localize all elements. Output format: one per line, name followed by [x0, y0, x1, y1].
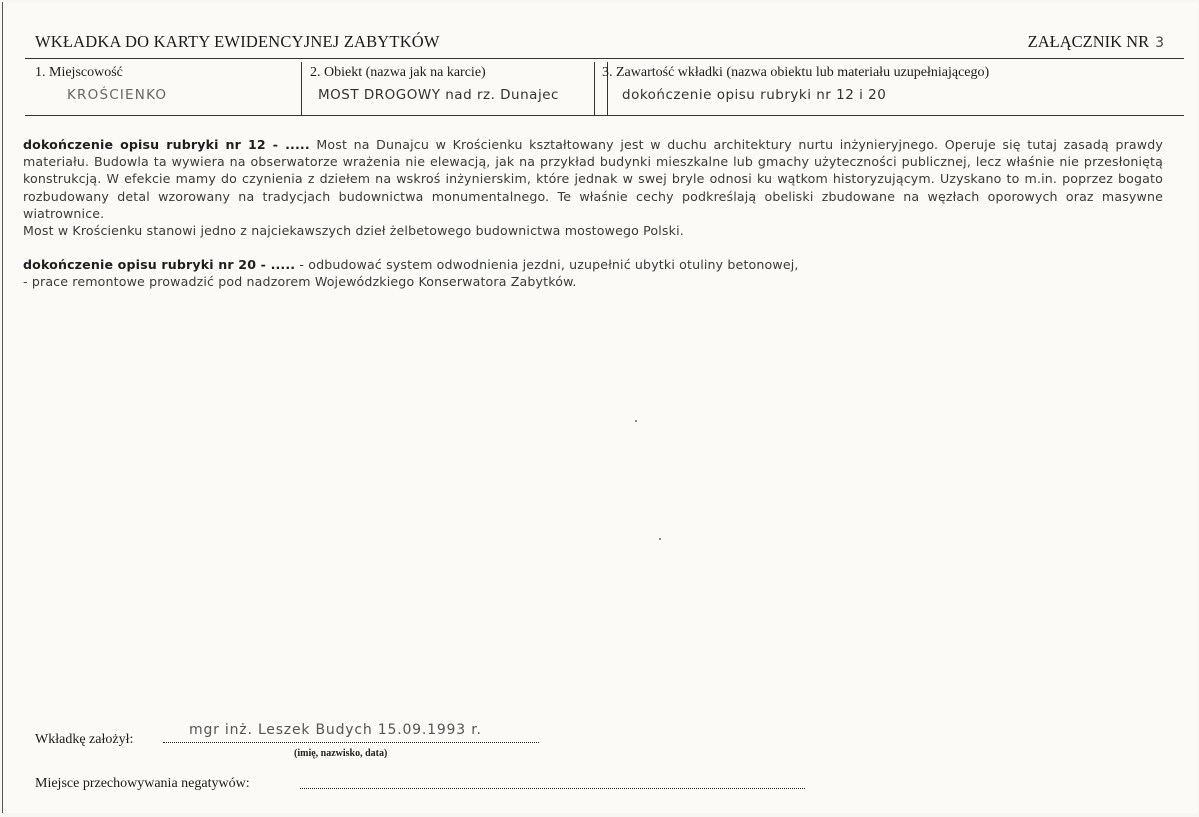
section-20-text: - odbudować system odwodnienia jezdni, uzupełnić ubytki otuliny betonowej,: [299, 257, 799, 273]
paper-speck: [635, 420, 637, 422]
section-12-closing: Most w Krościenku stanowi jedno z najciekawszych dzieł żelbetowego budownictwa mostowego Polski.: [23, 223, 684, 239]
created-by-value: mgr inż. Leszek Budych 15.09.1993 r.: [189, 722, 482, 738]
created-by-label: Wkładkę założył:: [35, 732, 134, 747]
column-divider: [594, 62, 595, 115]
negatives-location-line: [300, 788, 805, 789]
column-divider: [301, 62, 302, 115]
annex-label: [1028, 32, 1164, 52]
field-contents-value: dokończenie opisu rubryki nr 12 i 20: [622, 87, 887, 103]
section-20-heading: dokończenie opisu rubryki nr 20 - .....: [23, 257, 296, 273]
card-title: WKŁADKA DO KARTY EWIDENCYJNEJ ZABYTKÓW: [35, 32, 440, 51]
field-locality-value: KROŚCIENKO: [67, 87, 168, 103]
paper-speck: [659, 538, 661, 540]
section-20-paragraph: [23, 256, 1163, 273]
field-object: [310, 65, 559, 103]
field-object-label: 2. Obiekt (nazwa jak na karcie): [310, 65, 486, 80]
annex-label-text: ZAŁĄCZNIK NR: [1027, 32, 1150, 51]
created-by-line: [163, 742, 539, 743]
section-12-text: Most na Dunajcu w Krościenku kształtowany jest w duchu architektury nurtu inżynieryjnego. Operuje się tutaj zasadą prawdy materiału. Budowla ta wywiera na obserwatorze wrażenia nie elewacją, jak na przykład budynki mieszkalne lub gmachy użyteczności publicznej, lecz właśnie nie przesłoniętą konstrukcją. W efekcie mamy do czynienia z dziełem na wskroś inżynierskim, które jednak w swej bryle odnosi ku wątkom historyzującym. Uzyskano to m.in. poprzez bogato rozbudowany detal wzorowany na tradycjach budownictwa monumentalnego. Te właśnie cechy podkreślają obeliski zbudowane na węzłach oporowych oraz masywne wiatrownice.: [23, 137, 1163, 221]
annex-number: 3: [1155, 35, 1164, 51]
field-locality-label: 1. Miejscowość: [35, 65, 123, 80]
header-rule-bottom: [25, 115, 1184, 116]
negatives-location-label: Miejsce przechowywania negatywów:: [35, 776, 250, 791]
created-by-hint: (imię, nazwisko, data): [294, 748, 388, 759]
field-contents: [602, 65, 989, 103]
field-locality: [35, 65, 167, 103]
inventory-card-insert: [2, 2, 1198, 813]
section-12-heading: dokończenie opisu rubryki nr 12 - .....: [23, 137, 310, 152]
section-20-line2: - prace remontowe prowadzić pod nadzorem Wojewódzkiego Konserwatora Zabytków.: [23, 274, 577, 290]
insert-body: [23, 136, 1163, 291]
header-rule-top: [25, 58, 1184, 59]
field-contents-label: 3. Zawartość wkładki (nazwa obiektu lub materiału uzupełniającego): [602, 65, 990, 80]
section-12-paragraph: [23, 136, 1163, 222]
field-object-value: MOST DROGOWY nad rz. Dunajec: [318, 87, 559, 103]
